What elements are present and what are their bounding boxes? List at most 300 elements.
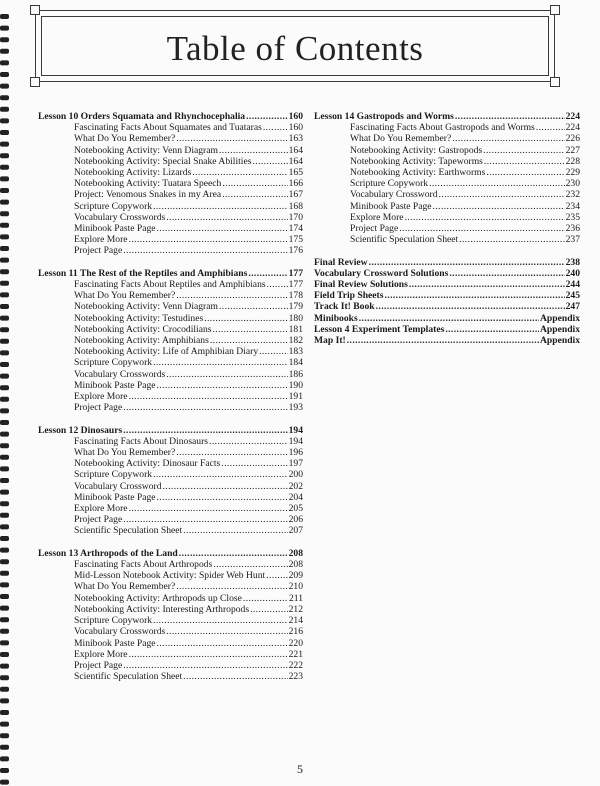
toc-entry-page: 214 [288, 615, 303, 627]
lesson-heading [38, 111, 303, 122]
toc-entry-page: 212 [288, 603, 303, 615]
toc-entry-page: 208 [288, 559, 303, 571]
spiral-coil [0, 234, 9, 239]
toc-entry-label: Scripture Copywork [74, 469, 153, 481]
dot-leader [449, 268, 564, 279]
back-matter-entry [314, 324, 580, 335]
spiral-coil [0, 327, 9, 332]
dot-leader [157, 492, 288, 503]
toc-entry [38, 212, 303, 223]
toc-entry-label: Minibook Paste Page [74, 223, 156, 235]
toc-entry [38, 492, 303, 503]
toc-entry-label: What Do You Remember? [74, 447, 176, 459]
toc-entry [38, 626, 303, 637]
spiral-coil [0, 60, 9, 65]
toc-entry-page: 247 [565, 301, 580, 313]
title-frame [35, 10, 555, 82]
toc-entry-label: Minibook Paste Page [350, 200, 432, 212]
toc-entry-label: Mid-Lesson Notebook Activity: Spider Web Hunt [74, 570, 266, 582]
dot-leader [163, 481, 288, 492]
spiral-coil [0, 176, 9, 181]
toc-entry-page: Appendix [540, 312, 580, 324]
dot-leader [123, 402, 287, 413]
toc-entry-label: Minibooks [314, 312, 358, 324]
spiral-coil [0, 652, 9, 657]
toc-entry-label: Project Page [74, 659, 123, 671]
toc-entry [38, 178, 303, 189]
toc-entry-label: Project: Venomous Snakes in my Area [74, 189, 222, 201]
spiral-coil [0, 432, 9, 437]
dot-leader [536, 122, 565, 133]
toc-entry-label: Project Page [74, 402, 123, 414]
toc-left-column [38, 111, 303, 694]
dot-leader [246, 111, 288, 122]
toc-entry [38, 559, 303, 570]
toc-entry [38, 335, 303, 346]
dot-leader [455, 111, 565, 122]
toc-entry-label: Project Page [350, 223, 399, 235]
dot-leader [433, 201, 565, 212]
toc-entry [38, 290, 303, 301]
toc-entry [38, 133, 303, 144]
toc-entry [38, 201, 303, 212]
toc-entry-page: 228 [565, 155, 580, 167]
spiral-coil [0, 571, 9, 576]
toc-entry-page: 180 [288, 312, 303, 324]
dot-leader [222, 189, 287, 200]
toc-entry-page: 230 [565, 178, 580, 190]
dot-leader [129, 649, 288, 660]
dot-leader [409, 279, 565, 290]
toc-entry-label: Scientific Speculation Sheet [74, 525, 183, 537]
toc-entry-page: 183 [288, 346, 303, 358]
toc-entry-label: What Do You Remember? [74, 581, 176, 593]
dot-leader [483, 145, 564, 156]
spiral-coil [0, 617, 9, 622]
spiral-coil [0, 629, 9, 634]
toc-entry-page: 240 [565, 267, 580, 279]
spiral-coil [0, 292, 9, 297]
dot-leader [347, 335, 539, 346]
toc-entry-label: Notebooking Activity: Crocodilians [74, 323, 212, 335]
dot-leader [123, 514, 287, 525]
spiral-coil [0, 559, 9, 564]
toc-entry-page: 210 [288, 581, 303, 593]
toc-entry-page: 238 [565, 256, 580, 268]
toc-entry [38, 447, 303, 458]
toc-entry-label: Notebooking Activity: Arthropods up Close [74, 592, 242, 604]
toc-entry [314, 133, 580, 144]
dot-leader [248, 268, 287, 279]
toc-entry-label: Explore More [350, 211, 404, 223]
toc-entry [38, 223, 303, 234]
toc-entry-label: Final Review Solutions [314, 279, 408, 291]
toc-entry [38, 503, 303, 514]
dot-leader [445, 324, 539, 335]
spiral-coil [0, 269, 9, 274]
toc-entry-page: 200 [288, 469, 303, 481]
dot-leader [183, 525, 287, 536]
toc-entry-label: Notebooking Activity: Interesting Arthropods [74, 603, 250, 615]
toc-entry-label: Final Review [314, 256, 368, 268]
toc-entry-label: Explore More [74, 234, 128, 246]
spiral-coil [0, 443, 9, 448]
toc-entry-label: What Do You Remember? [74, 290, 176, 302]
toc-right-column [314, 111, 580, 346]
spiral-coil [0, 466, 9, 471]
toc-entry-label: Fascinating Facts About Gastropods and Worms [350, 122, 535, 134]
toc-entry-page: Appendix [540, 335, 580, 347]
toc-entry [38, 671, 303, 682]
dot-leader [252, 156, 287, 167]
spiral-coil [0, 536, 9, 541]
toc-entry-label: Minibook Paste Page [74, 491, 156, 503]
dot-leader [439, 189, 565, 200]
toc-entry-label: Lesson 4 Experiment Templates [314, 323, 445, 335]
toc-entry [38, 660, 303, 671]
back-matter-entry [314, 279, 580, 290]
dot-leader [484, 156, 565, 167]
toc-entry [38, 570, 303, 581]
toc-entry-label: Fascinating Facts About Squamates and Tuataras [74, 122, 262, 134]
toc-entry [314, 145, 580, 156]
toc-entry-page: 166 [288, 178, 303, 190]
toc-entry-page: 163 [288, 133, 303, 145]
spiral-coil [0, 362, 9, 367]
toc-entry-page: 209 [288, 570, 303, 582]
toc-entry [38, 593, 303, 604]
toc-entry-page: 178 [288, 290, 303, 302]
toc-entry-page: 179 [288, 301, 303, 313]
toc-entry-page: 204 [288, 491, 303, 503]
toc-entry-page: 186 [288, 368, 303, 380]
spiral-coil [0, 780, 9, 785]
toc-entry [38, 402, 303, 413]
spiral-coil [0, 675, 9, 680]
toc-entry-page: 181 [288, 323, 303, 335]
toc-entry-page: 177 [288, 267, 303, 279]
toc-entry-page: 197 [288, 458, 303, 470]
toc-entry-label: Lesson 13 Arthropods of the Land [38, 547, 178, 559]
toc-entry [38, 525, 303, 536]
toc-entry-label: Notebooking Activity: Amphibians [74, 335, 209, 347]
toc-entry-label: Vocabulary Crossword Solutions [314, 267, 449, 279]
toc-entry [38, 346, 303, 357]
dot-leader [157, 223, 288, 234]
spiral-coil [0, 594, 9, 599]
toc-entry-page: 194 [288, 435, 303, 447]
toc-entry-label: Scientific Speculation Sheet [350, 234, 459, 246]
toc-entry-label: Notebooking Activity: Venn Diagram [74, 144, 218, 156]
toc-entry [38, 615, 303, 626]
dot-leader [129, 391, 288, 402]
toc-entry [38, 156, 303, 167]
toc-entry-page: 175 [288, 234, 303, 246]
toc-entry-page: 196 [288, 447, 303, 459]
spiral-coil [0, 316, 9, 321]
toc-entry-page: 168 [288, 200, 303, 212]
toc-entry [314, 223, 580, 234]
toc-entry-page: 236 [565, 223, 580, 235]
spiral-coil [0, 374, 9, 379]
spiral-coil [0, 548, 9, 553]
toc-entry-page: 176 [288, 245, 303, 257]
toc-entry-label: Fascinating Facts About Arthropods [74, 559, 213, 571]
toc-entry-page: 167 [288, 189, 303, 201]
toc-entry-page: 234 [565, 200, 580, 212]
toc-entry-page: 244 [565, 279, 580, 291]
spiral-coil [0, 397, 9, 402]
toc-entry-page: 165 [288, 167, 303, 179]
dot-leader [405, 212, 565, 223]
toc-entry [38, 469, 303, 480]
dot-leader [222, 178, 287, 189]
lesson-heading [38, 548, 303, 559]
dot-leader [369, 257, 565, 268]
dot-leader [459, 234, 564, 245]
dot-leader [213, 559, 287, 570]
toc-entry [38, 391, 303, 402]
toc-entry [38, 234, 303, 245]
toc-entry [38, 324, 303, 335]
dot-leader [166, 626, 287, 637]
back-matter-entry [314, 313, 580, 324]
dot-leader [176, 581, 287, 592]
toc-entry-label: Lesson 11 The Rest of the Reptiles and Amphibians [38, 267, 248, 279]
spiral-coil [0, 281, 9, 286]
dot-leader [129, 234, 288, 245]
toc-entry-label: Notebooking Activity: Tapeworms [350, 155, 483, 167]
spiral-coil [0, 142, 9, 147]
dot-leader [183, 671, 287, 682]
toc-entry-label: Scripture Copywork [74, 200, 153, 212]
dot-leader [243, 593, 288, 604]
dot-leader [452, 133, 564, 144]
toc-entry-page: 229 [565, 167, 580, 179]
dot-leader [266, 570, 287, 581]
toc-entry-label: Lesson 10 Orders Squamata and Rhynchocephalia [38, 111, 246, 122]
back-matter-entry [314, 290, 580, 301]
spiral-coil [0, 455, 9, 460]
toc-entry-page: 237 [565, 234, 580, 246]
toc-entry-page: 220 [288, 637, 303, 649]
toc-entry-label: Vocabulary Crossword [350, 189, 438, 201]
dot-leader [123, 425, 287, 436]
toc-entry-page: 174 [288, 223, 303, 235]
toc-entry-label: Notebooking Activity: Tuatara Speech [74, 178, 222, 190]
toc-entry-page: 205 [288, 503, 303, 515]
toc-entry-label: Vocabulary Crosswords [74, 368, 166, 380]
toc-entry-label: Notebooking Activity: Special Snake Abilities [74, 155, 252, 167]
dot-leader [157, 380, 288, 391]
dot-leader [210, 335, 288, 346]
toc-entry [38, 481, 303, 492]
toc-entry-page: 206 [288, 514, 303, 526]
spiral-coil [0, 72, 9, 77]
toc-entry-page: 235 [565, 211, 580, 223]
toc-entry-page: 226 [565, 133, 580, 145]
toc-entry-label: Notebooking Activity: Lizards [74, 167, 192, 179]
spiral-coil [0, 130, 9, 135]
toc-entry-page: 222 [288, 659, 303, 671]
page-number: 5 [297, 762, 303, 776]
spiral-coil [0, 118, 9, 123]
dot-leader [204, 313, 287, 324]
toc-entry [38, 313, 303, 324]
lesson-section [38, 268, 303, 414]
lesson-heading [314, 111, 580, 122]
toc-entry [314, 189, 580, 200]
toc-entry [38, 279, 303, 290]
page-title: Table of Contents [166, 29, 424, 68]
toc-entry [314, 201, 580, 212]
spiral-coil [0, 165, 9, 170]
toc-entry-page: 160 [288, 111, 303, 122]
spiral-coil [0, 698, 9, 703]
toc-entry [38, 604, 303, 615]
spiral-coil [0, 582, 9, 587]
toc-entry-label: Lesson 12 Dinosaurs [38, 424, 123, 436]
spiral-coil [0, 733, 9, 738]
dot-leader [209, 436, 288, 447]
dot-leader [192, 167, 287, 178]
dot-leader [376, 301, 565, 312]
toc-entry-label: Fascinating Facts About Reptiles and Amphibians [74, 279, 266, 291]
spiral-coil [0, 200, 9, 205]
spiral-coil [0, 95, 9, 100]
toc-entry-label: Notebooking Activity: Gastropods [350, 144, 483, 156]
dot-leader [213, 324, 288, 335]
toc-entry-label: Explore More [74, 648, 128, 660]
spiral-coil [0, 49, 9, 54]
spiral-coil [0, 408, 9, 413]
toc-entry-label: Scientific Speculation Sheet [74, 671, 183, 683]
toc-entry-label: Map It! [314, 335, 346, 347]
toc-entry-label: Track It! Book [314, 301, 375, 313]
lesson-section [38, 548, 303, 682]
toc-entry-page: 221 [288, 648, 303, 660]
spiral-coil [0, 478, 9, 483]
toc-entry [38, 369, 303, 380]
toc-entry [38, 581, 303, 592]
dot-leader [166, 369, 287, 380]
toc-entry-page: 224 [565, 111, 580, 122]
toc-entry [314, 167, 580, 178]
lesson-section [314, 111, 580, 245]
toc-entry-label: Scripture Copywork [350, 178, 429, 190]
toc-entry-label: Notebooking Activity: Venn Diagram [74, 301, 218, 313]
toc-entry-page: 170 [288, 211, 303, 223]
toc-entry [38, 357, 303, 368]
toc-entry-label: Project Page [74, 245, 123, 257]
spiral-coil [0, 153, 9, 158]
toc-entry-label: Notebooking Activity: Testudines [74, 312, 204, 324]
spiral-coil [0, 756, 9, 761]
dot-leader [157, 638, 288, 649]
dot-leader [176, 290, 287, 301]
toc-entry-label: Explore More [74, 391, 128, 403]
toc-entry-page: 227 [565, 144, 580, 156]
dot-leader [153, 615, 288, 626]
spiral-coil [0, 304, 9, 309]
toc-entry-label: Vocabulary Crosswords [74, 626, 166, 638]
dot-leader [153, 357, 288, 368]
toc-entry [38, 189, 303, 200]
spiral-coil [0, 188, 9, 193]
spiral-coil [0, 501, 9, 506]
lesson-section [38, 425, 303, 537]
spiral-coil [0, 513, 9, 518]
spiral-coil [0, 339, 9, 344]
dot-leader [123, 660, 287, 671]
toc-entry [38, 301, 303, 312]
toc-entry-label: Explore More [74, 503, 128, 515]
spiral-coil [0, 745, 9, 750]
spiral-coil [0, 107, 9, 112]
dot-leader [486, 167, 564, 178]
toc-entry [38, 458, 303, 469]
spiral-coil [0, 606, 9, 611]
toc-entry-label: Scripture Copywork [74, 357, 153, 369]
dot-leader [250, 604, 288, 615]
spiral-coil [0, 687, 9, 692]
dot-leader [153, 201, 288, 212]
spiral-coil [0, 490, 9, 495]
toc-entry-page: 208 [288, 547, 303, 559]
dot-leader [166, 212, 287, 223]
spiral-coil [0, 710, 9, 715]
toc-entry-page: 182 [288, 335, 303, 347]
back-matter-list [314, 257, 580, 347]
dot-leader [359, 313, 539, 324]
toc-entry-page: 160 [288, 122, 303, 134]
spiral-coil [0, 223, 9, 228]
toc-entry [38, 638, 303, 649]
toc-entry-page: 184 [288, 357, 303, 369]
toc-entry-label: Lesson 14 Gastropods and Worms [314, 111, 454, 122]
toc-entry [38, 245, 303, 256]
dot-leader [429, 178, 565, 189]
spiral-coil [0, 211, 9, 216]
spiral-coil [0, 350, 9, 355]
dot-leader [259, 346, 287, 357]
back-matter-entry [314, 301, 580, 312]
dot-leader [267, 279, 288, 290]
dot-leader [384, 290, 564, 301]
spiral-coil [0, 640, 9, 645]
toc-entry-label: What Do You Remember? [74, 133, 176, 145]
toc-entry-label: Notebooking Activity: Earthworms [350, 167, 486, 179]
spiral-coil [0, 420, 9, 425]
toc-entry-page: 202 [288, 480, 303, 492]
lesson-heading [38, 425, 303, 436]
toc-entry-page: Appendix [540, 323, 580, 335]
spiral-coil [0, 524, 9, 529]
toc-entry [38, 122, 303, 133]
toc-entry-page: 194 [288, 424, 303, 436]
toc-entry-page: 164 [288, 144, 303, 156]
spiral-coil [0, 246, 9, 251]
toc-entry [314, 122, 580, 133]
dot-leader [221, 458, 287, 469]
dot-leader [129, 503, 288, 514]
toc-entry-page: 232 [565, 189, 580, 201]
toc-entry-page: 224 [565, 122, 580, 134]
dot-leader [219, 145, 288, 156]
spiral-coil [0, 722, 9, 727]
toc-entry-label: Scripture Copywork [74, 615, 153, 627]
spiral-binding [0, 0, 22, 786]
